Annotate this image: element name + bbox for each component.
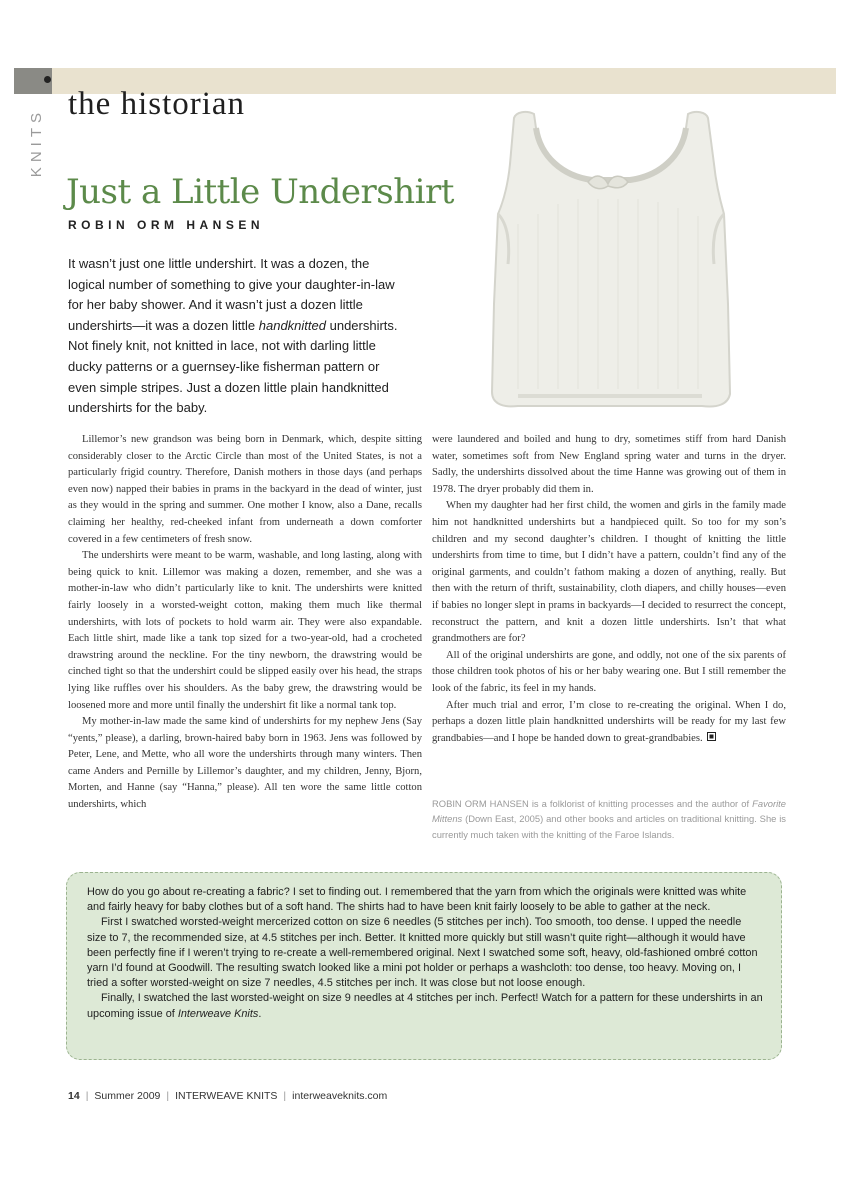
body-paragraph: When my daughter had her first child, the women and girls in the family made him not handknitted undershirts but a handpieced quilt. So too for my son’s children and my second daughter’s children. I thought of knitting the little undershirts from time to time, but I didn’t have a pattern, couldn’t find any of the original garments, and couldn’t fathom making a dozen of anything, really. But then with the return of thrift, sustainability, cloth diapers, and chilly houses—even if babies no longer slept in prams in backyards—I decided to resurrect the concept, reconstruct the pattern, and knit a dozen little undershirts. Isn’t that what grandmothers are for? — [432, 500, 786, 645]
magazine-name: INTERWEAVE KNITS — [175, 1090, 278, 1102]
body-paragraph: My mother-in-law made the same kind of undershirts for my nephew Jens (Say “yents,” please), a darling, brown-haired baby born in 1963. Jens was followed by Peter, Lene, and Mette, who all wore the undershirts through many winters. Then came Anders and Pernille by Lillemor’s daughter, and my children, Jenny, Bjorn, Morten, and Hanne (say “Hanna,” please). All ten wore the same little cotton undershirts, which — [68, 716, 422, 811]
article-column-left — [68, 432, 422, 814]
article-intro: It wasn’t just one little undershirt. It was a dozen, the logical number of something to give your daughter-in-law for her baby shower. And it wasn’t just a dozen little undershirts—it was a dozen little handknitted undershirts. Not finely knit, not knitted in lace, not with darling little ducky patterns or a guernsey-like fisherman pattern or even simple stripes. Just a dozen little plain handknitted undershirts for the baby. — [68, 256, 398, 416]
end-mark-icon — [707, 732, 716, 741]
sidebar-paragraph: First I swatched worsted-weight mercerized cotton on size 6 needles (5 stitches per inch). Too smooth, too dense. I upped the needle size to 7, the recommended size, at 4.5 stitches per inch. Better. It knitted more quickly but still wasn’t quite right—although it would have been perfectly fine if I weren’t trying to re-create a well-remembered original. Next I swatched some soft, heavy, old-fashioned ombré cotton yarn I’d found at Goodwill. The resulting swatch looked like a mini pot holder or perhaps a washcloth: too dense, too heavy. Moving on, I tried a softer worsted-weight on size 7 needles, 4.5 stitches per inch. It was close but not loose enough. — [87, 916, 758, 990]
body-paragraph-last: After much trial and error, I’m close to re-creating the original. When I do, perhaps a dozen little plain handknitted undershirts will be ready for my last few grandbabies—and I hope be handed down to great-grandbabies. — [432, 699, 786, 744]
article-column-right — [432, 432, 786, 747]
sidebar-paragraph: How do you go about re-creating a fabric? I set to finding out. I remembered that the yarn from which the originals were knitted was white and fairly heavy for baby clothes but of a soft hand. The shirts had to have been knit fairly loosely to be able to gather at the neck. — [87, 886, 747, 914]
magazine-vertical-tag: KNITS — [28, 108, 45, 178]
author-bio: ROBIN ORM HANSEN is a folklorist of knitting processes and the author of Favorite Mittens (Down East, 2005) and other books and articles on traditional knitting. She is currently much taken with the knitting of the Faroe Islands. — [432, 798, 786, 840]
sidebar-box — [66, 872, 782, 1060]
bullet-icon — [44, 76, 51, 83]
section-title: the historian — [68, 86, 246, 122]
undershirt-photo — [478, 104, 744, 420]
page-number: 14 — [68, 1090, 80, 1102]
body-paragraph: All of the original undershirts are gone, and oddly, not one of the six parents of those children took photos of his or her baby wearing one. But I still remember the look of the fabric, its feel in my hands. — [432, 649, 786, 694]
page-footer: 14 | Summer 2009 | INTERWEAVE KNITS | interweaveknits.com — [68, 1090, 388, 1102]
article-title: Just a Little Undershirt — [66, 172, 454, 212]
body-paragraph: The undershirts were meant to be warm, washable, and long lasting, along with being quick to knit. Lillemor was making a dozen, remember, and she was a mother-in-law who didn’t particularly like to knit. The undershirts were knitted fairly loosely in a worsted-weight cotton, making them much like thermal undershirts, with lots of pockets to hold warm air. They were also expandable. Each little shirt, made like a tank top sized for a two-year-old, had a crocheted drawstring around the neckline. For the tiny newborn, the drawstring would be cinched tight so that the undershirt could be slipped easily over his head, the straps lying like ruffles over his shoulders. As the baby grew, the drawstring would be loosened more and more until finally the undershirt fit like a normal tank top. — [68, 550, 422, 711]
article-author: ROBIN ORM HANSEN — [68, 218, 265, 232]
body-paragraph: were laundered and boiled and hung to dry, sometimes stiff from hard Danish water, sometimes soft from New England spring water and turns in the dryer. Sadly, the undershirts dissolved about the time Hanne was growing out of them in 1978. The dryer probably did them in. — [432, 434, 786, 495]
magazine-url[interactable]: interweaveknits.com — [292, 1090, 388, 1102]
sidebar-paragraph: Finally, I swatched the last worsted-weight on size 9 needles at 4 stitches per inch. Perfect! Watch for a pattern for these undershirts in an upcoming issue of Interweave Knits. — [87, 992, 763, 1020]
issue-date: Summer 2009 — [94, 1090, 161, 1102]
body-paragraph: Lillemor’s new grandson was being born in Denmark, which, despite sitting considerably closer to the Arctic Circle than most of the United States, is not a particularly frigid country. Therefore, Danish mothers in those days (and perhaps even now) napped their babies in prams in the backyard in the dead of winter, just as they would in the spring and summer. One mother I know, also a Dane, recalls claiming her healthy, red-cheeked infant from underneath a down comforter covered in a few centimeters of fresh snow. — [68, 434, 422, 545]
